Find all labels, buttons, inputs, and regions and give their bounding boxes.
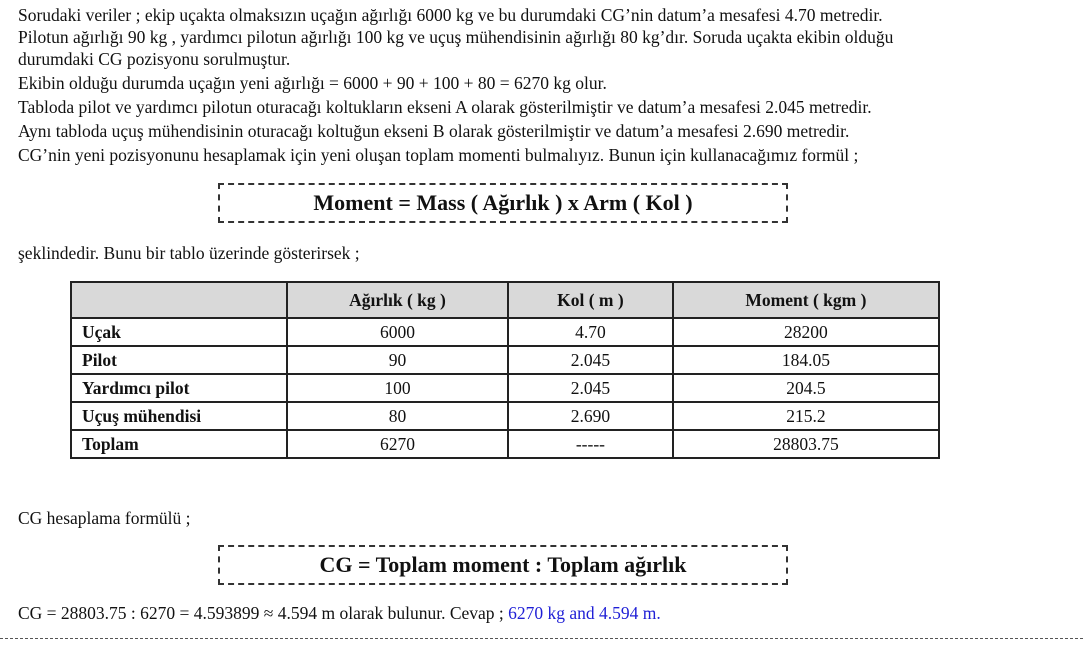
cg-formula: CG = Toplam moment : Toplam ağırlık [319, 552, 687, 577]
table-header-arm: Kol ( m ) [508, 282, 673, 318]
row-moment: 28803.75 [673, 430, 939, 458]
answer-text: 6270 kg and 4.594 m. [508, 603, 661, 623]
weight-balance-table [70, 281, 940, 459]
table-header-moment: Moment ( kgm ) [673, 282, 939, 318]
row-label: Toplam [71, 430, 287, 458]
table-row-total [71, 430, 939, 458]
row-moment: 28200 [673, 318, 939, 346]
row-weight: 6000 [287, 318, 508, 346]
table-header-corner [71, 282, 287, 318]
intro-line-4: Ekibin olduğu durumda uçağın yeni ağırlığı = 6000 + 90 + 100 + 80 = 6270 kg olur. [18, 73, 607, 93]
table-row [71, 402, 939, 430]
row-weight: 6270 [287, 430, 508, 458]
intro-line-5: Tabloda pilot ve yardımcı pilotun oturacağı koltukların ekseni A olarak gösterilmiştir ve datum’a mesafesi 2.045 metredir. [18, 97, 872, 117]
intro-line-3: durumdaki CG pozisyonu sorulmuştur. [18, 49, 291, 69]
moment-formula-box [218, 183, 788, 223]
table-header-weight: Ağırlık ( kg ) [287, 282, 508, 318]
moment-formula: Moment = Mass ( Ağırlık ) x Arm ( Kol ) [313, 190, 693, 215]
row-moment: 184.05 [673, 346, 939, 374]
row-weight: 80 [287, 402, 508, 430]
row-arm: ----- [508, 430, 673, 458]
row-weight: 90 [287, 346, 508, 374]
row-moment: 204.5 [673, 374, 939, 402]
result-line [18, 603, 661, 624]
table-row [71, 374, 939, 402]
row-arm: 2.045 [508, 374, 673, 402]
intro-line-6: Aynı tabloda uçuş mühendisinin oturacağı koltuğun ekseni B olarak gösterilmiştir ve datum’a mesafesi 2.690 metredir. [18, 121, 850, 141]
table-row [71, 318, 939, 346]
result-text: CG = 28803.75 : 6270 = 4.593899 ≈ 4.594 m olarak bulunur. Cevap ; [18, 603, 504, 623]
table-row [71, 346, 939, 374]
row-label: Yardımcı pilot [71, 374, 287, 402]
row-arm: 2.690 [508, 402, 673, 430]
cg-formula-box [218, 545, 788, 585]
row-weight: 100 [287, 374, 508, 402]
row-arm: 2.045 [508, 346, 673, 374]
table-header-row [71, 282, 939, 318]
cg-intro: CG hesaplama formülü ; [18, 508, 191, 528]
row-moment: 215.2 [673, 402, 939, 430]
intro-line-2: Pilotun ağırlığı 90 kg , yardımcı pilotun ağırlığı 100 kg ve uçuş mühendisinin ağırlığı 80 kg’dır. Soruda uçakta ekibin olduğu [18, 27, 894, 47]
row-label: Uçuş mühendisi [71, 402, 287, 430]
table-intro: şeklindedir. Bunu bir tablo üzerinde gösterirsek ; [18, 243, 360, 263]
row-label: Uçak [71, 318, 287, 346]
row-arm: 4.70 [508, 318, 673, 346]
bottom-divider [0, 638, 1083, 639]
row-label: Pilot [71, 346, 287, 374]
intro-line-7: CG’nin yeni pozisyonunu hesaplamak için yeni oluşan toplam momenti bulmalıyız. Bunun için kullanacağımız formül ; [18, 145, 859, 165]
intro-line-1: Sorudaki veriler ; ekip uçakta olmaksızın uçağın ağırlığı 6000 kg ve bu durumdaki CG’nin datum’a mesafesi 4.70 metredir. [18, 5, 883, 25]
